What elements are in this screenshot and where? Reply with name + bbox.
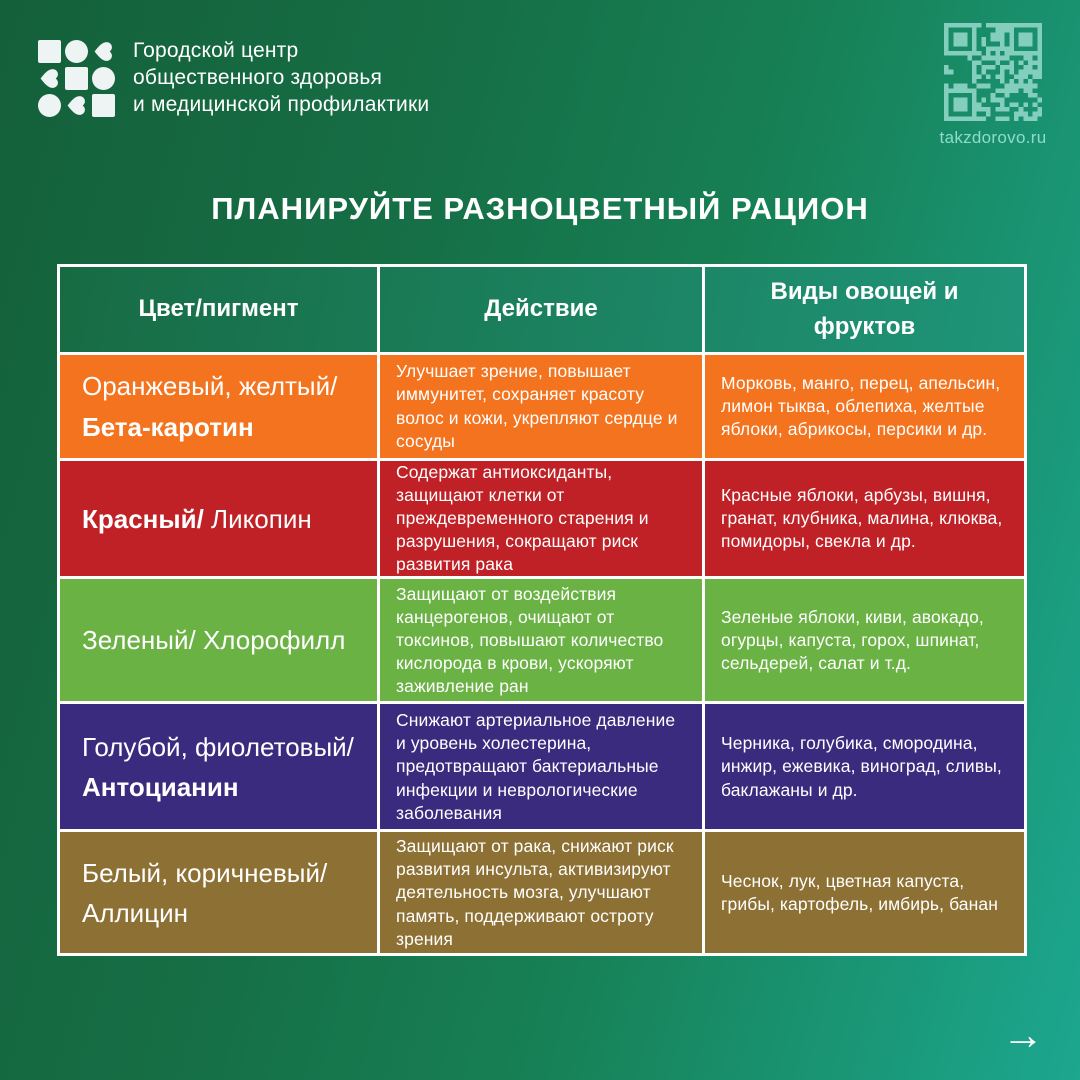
org-name-line: и медицинской профилактики <box>133 92 430 116</box>
diet-table <box>57 264 1027 956</box>
pigment-name: Оранжевый, желтый/ <box>82 371 338 402</box>
pigment-name: Зеленый/ Хлорофилл <box>82 625 346 656</box>
table-row-orange <box>59 354 1026 460</box>
pigment-name: Аллицин <box>82 897 188 928</box>
org-name-line: общественного здоровья <box>133 65 383 89</box>
foods-cell: Черника, голубика, смородина, инжир, ежевика, виноград, сливы, баклажаны и др. <box>704 703 1026 831</box>
action-cell: Снижают артериальное давление и уровень холестерина, предотвращают бактериальные инфекции и неврологические заболевания <box>379 703 704 831</box>
table-row-red <box>59 460 1026 578</box>
square-icon <box>92 94 115 117</box>
column-header-action: Действие <box>379 266 704 354</box>
pigment-cell <box>59 460 379 578</box>
foods-cell: Красные яблоки, арбузы, вишня, гранат, клубника, малина, клюква, помидоры, свекла и др. <box>704 460 1026 578</box>
foods-cell: Зеленые яблоки, киви, авокадо, огурцы, капуста, горох, шпинат, сельдерей, салат и т.д. <box>704 578 1026 703</box>
action-cell: Защищают от воздействия канцерогенов, очищают от токсинов, повышают количество кислорода в крови, ускоряют заживление ран <box>379 578 704 703</box>
qr-block <box>928 23 1058 148</box>
pigment-name: Белый, коричневый/ <box>82 857 328 888</box>
pigment-name-bold: Антоцианин <box>82 771 239 802</box>
page-title: ПЛАНИРУЙТЕ РАЗНОЦВЕТНЫЙ РАЦИОН <box>211 191 869 226</box>
table-row-purple <box>59 703 1026 831</box>
heart-icon <box>38 67 61 90</box>
action-cell: Содержат антиоксиданты, защищают клетки от преждевременного старения и разрушения, сокращают риск развития рака <box>379 460 704 578</box>
pigment-cell <box>59 578 379 703</box>
org-logo <box>38 40 115 117</box>
action-cell: Улучшает зрение, повышает иммунитет, сохраняет красоту волос и кожи, укрепляют сердце и сосуды <box>379 354 704 460</box>
pigment-name: Голубой, фиолетовый/ <box>82 731 354 762</box>
brand-header <box>38 38 429 119</box>
heart-icon <box>65 94 88 117</box>
table-header-row <box>59 266 1026 354</box>
org-name <box>133 38 429 119</box>
pigment-name: Ликопин <box>203 503 312 534</box>
pigment-cell <box>59 354 379 460</box>
table-row-brown <box>59 831 1026 955</box>
square-icon <box>38 40 61 63</box>
qr-code-icon <box>944 23 1042 121</box>
next-arrow-icon[interactable]: → <box>1002 1011 1044 1058</box>
action-cell: Защищают от рака, снижают риск развития инсульта, активизируют деятельность мозга, улучшают память, поддерживают остроту зрения <box>379 831 704 955</box>
column-header-foods: Виды овощей и фруктов <box>704 266 1026 354</box>
table-row-green <box>59 578 1026 703</box>
pigment-cell <box>59 831 379 955</box>
column-header-pigment: Цвет/пигмент <box>59 266 379 354</box>
circle-icon <box>92 67 115 90</box>
foods-cell: Морковь, манго, перец, апельсин, лимон тыква, облепиха, желтые яблоки, абрикосы, персики и др. <box>704 354 1026 460</box>
square-icon <box>65 67 88 90</box>
heart-icon <box>92 40 115 63</box>
circle-icon <box>38 94 61 117</box>
org-name-line: Городской центр <box>133 39 299 62</box>
pigment-name-bold: Бета-каротин <box>82 411 254 442</box>
circle-icon <box>65 40 88 63</box>
pigment-cell <box>59 703 379 831</box>
qr-caption: takzdorovo.ru <box>939 128 1047 147</box>
pigment-name-bold: Красный/ <box>82 503 204 534</box>
foods-cell: Чеснок, лук, цветная капуста, грибы, картофель, имбирь, банан <box>704 831 1026 955</box>
